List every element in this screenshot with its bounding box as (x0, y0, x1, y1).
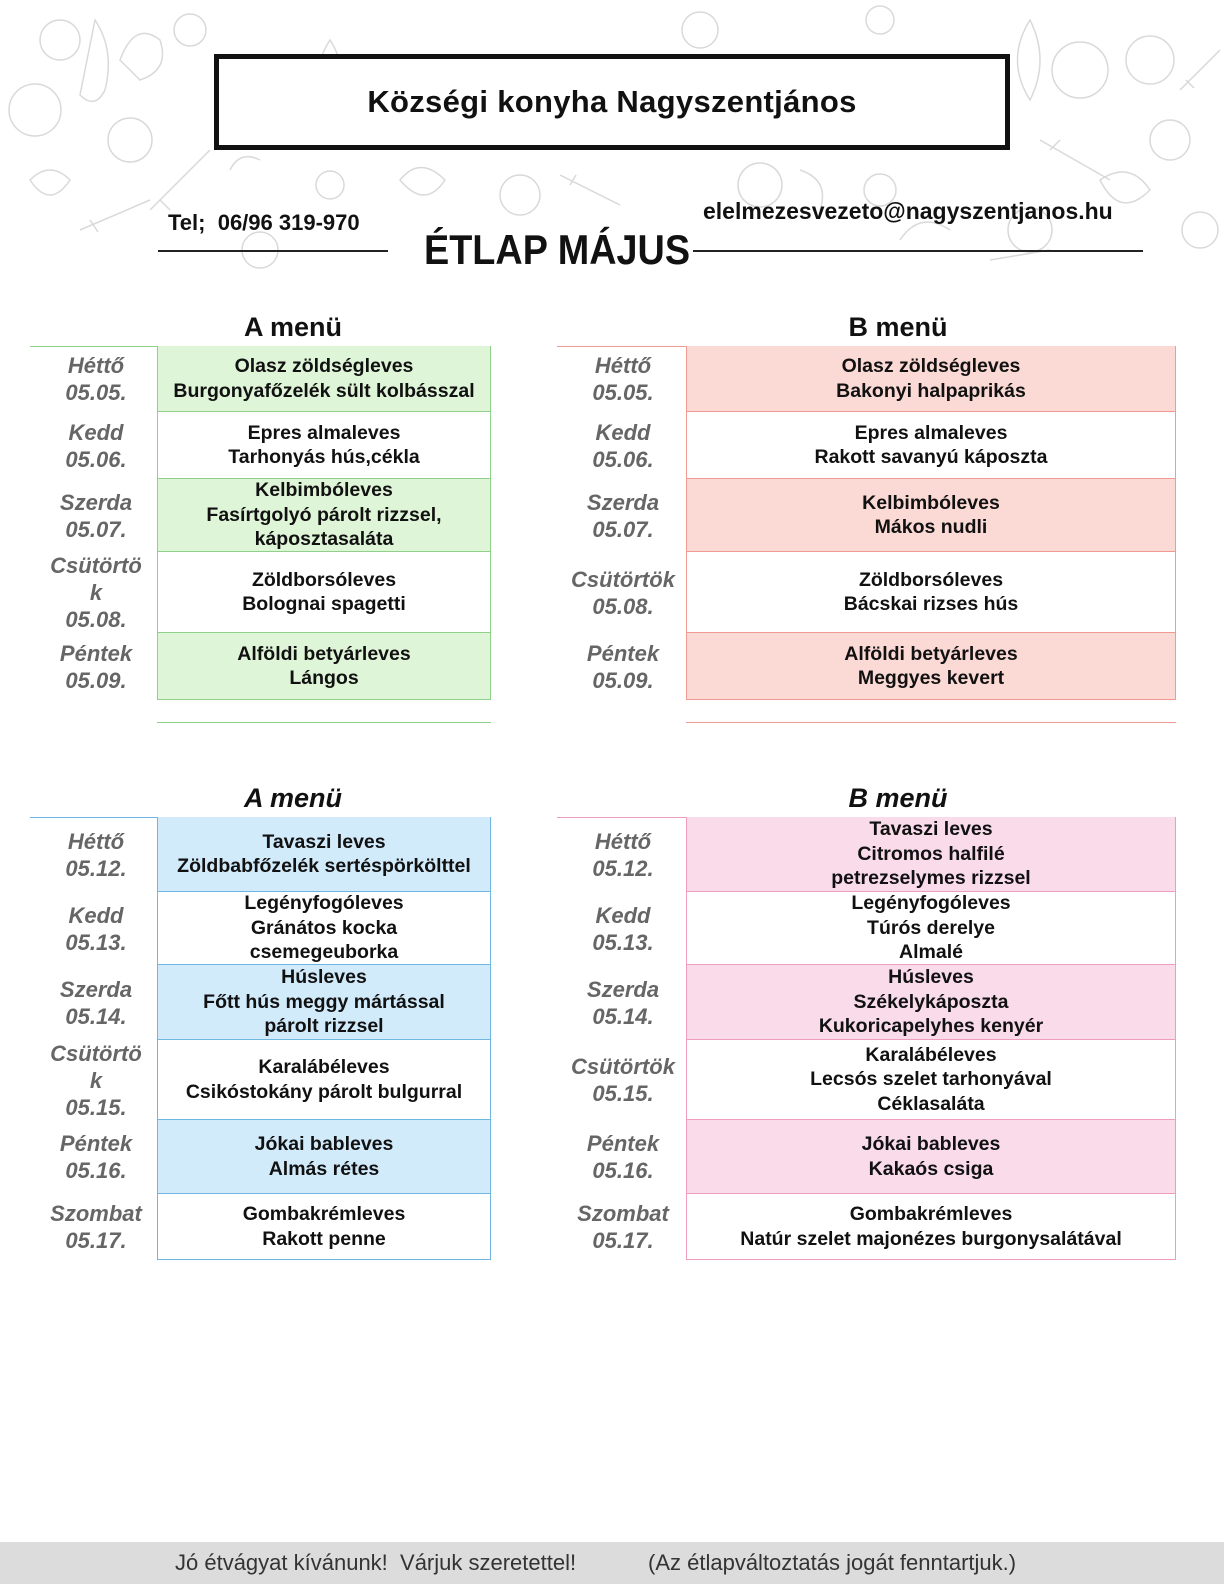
meal-cell (157, 633, 491, 700)
day-label (35, 346, 157, 412)
meal-text (228, 421, 419, 470)
meal-line: Almás rétes (268, 1157, 380, 1180)
meal-line: Kakaós csiga (868, 1157, 994, 1180)
footer-bar (0, 1542, 1224, 1584)
meal-text (862, 491, 1000, 540)
meal-line: Burgonyafőzelék sült kolbásszal (173, 379, 475, 402)
meal-cell (157, 1194, 491, 1260)
telephone-underline (158, 250, 388, 252)
meal-line: Csikóstokány párolt bulgurral (185, 1080, 463, 1103)
meal-line: Zöldbabfőzelék sertéspörkölttel (177, 855, 471, 877)
meal-line: Húsleves (281, 966, 367, 989)
day-date: 05.13. (65, 929, 127, 955)
meal-cell (686, 892, 1176, 965)
meal-line: Tavaszi leves (869, 818, 993, 841)
meal-line: Mákos nudli (874, 516, 988, 538)
title-box (214, 54, 1010, 150)
meal-text (844, 568, 1019, 617)
meal-text (740, 1202, 1121, 1251)
meal-text (186, 1055, 462, 1104)
meal-line: Rakott savanyú káposzta (814, 446, 1048, 468)
kitchen-title: Községi konyha Nagyszentjános (367, 84, 857, 119)
meal-text (255, 1132, 394, 1181)
meal-line: petrezselymes rizzsel (831, 867, 1031, 890)
meal-cell (157, 479, 491, 552)
day-label (35, 552, 157, 633)
day-date: 05.13. (592, 929, 654, 955)
day-date: 05.14. (592, 1003, 654, 1029)
meal-line: Tarhonyás hús,cékla (228, 446, 420, 468)
meal-line: Kelbimbóleves (862, 491, 1000, 514)
meal-line: Főtt hús meggy mártással (203, 990, 445, 1013)
meal-text (173, 354, 474, 403)
meal-line: Tavaszi leves (262, 830, 386, 853)
day-date: 05.15. (592, 1081, 654, 1106)
day-date: 05.17. (65, 1228, 127, 1253)
day-label (562, 1120, 684, 1194)
meal-line: Karalábéleves (865, 1043, 997, 1066)
meal-line: Natúr szelet majonézes burgonysalátával (740, 1227, 1122, 1250)
meal-cell (686, 346, 1176, 412)
meal-cell (157, 965, 491, 1040)
meal-cell (157, 1040, 491, 1120)
meal-line: Legényfogóleves (244, 892, 404, 915)
meal-text (810, 1043, 1052, 1117)
day-date: 05.14. (65, 1003, 127, 1029)
meal-text (177, 830, 471, 879)
meal-text (243, 1202, 406, 1251)
day-name: Héttő (67, 828, 125, 854)
meal-line: Rakott penne (262, 1227, 386, 1250)
meal-line: Céklasaláta (877, 1092, 985, 1115)
day-name: Csütörtök (571, 566, 675, 592)
day-name: Kedd (595, 902, 651, 928)
meal-line: Alföldi betyárleves (237, 642, 411, 665)
day-name-cont: k (89, 580, 103, 605)
meal-line: Kukoricapelyhes kenyér (818, 1015, 1044, 1038)
meal-line: Zöldborsóleves (251, 568, 397, 591)
b-menu-title: B menü (848, 783, 948, 813)
b-menu-title: B menü (848, 312, 948, 342)
meal-text (851, 891, 1010, 965)
telephone: Tel; 06/96 319-970 (168, 210, 360, 235)
day-label (35, 412, 157, 479)
day-label (562, 1040, 684, 1120)
day-name: Szombat (577, 1201, 669, 1226)
meal-line: Bácskai rizses hús (843, 593, 1019, 615)
meal-cell (686, 479, 1176, 552)
day-label (562, 346, 684, 412)
day-label (35, 479, 157, 552)
meal-text (203, 965, 445, 1039)
day-date: 05.16. (65, 1158, 127, 1183)
day-label (35, 892, 157, 965)
meal-line: Zöldborsóleves (858, 568, 1004, 591)
day-date: 05.17. (592, 1228, 654, 1253)
day-name: Szerda (586, 976, 660, 1002)
day-label (562, 965, 684, 1040)
meal-line: Epres almaleves (854, 421, 1008, 444)
meal-line: Meggyes kevert (857, 667, 1005, 689)
day-date: 05.07. (592, 516, 654, 542)
meal-text (831, 817, 1030, 891)
day-date: 05.05. (65, 380, 127, 405)
day-name: Szombat (50, 1201, 142, 1226)
day-date: 05.15. (65, 1094, 127, 1120)
day-date: 05.16. (592, 1158, 654, 1183)
meal-line: Lecsós szelet tarhonyával (810, 1068, 1052, 1091)
day-name: Csütörtök (571, 1054, 675, 1079)
day-name: Péntek (586, 1131, 660, 1156)
day-label (562, 412, 684, 479)
meal-line: Legényfogóleves (851, 892, 1011, 915)
a-menu-title: A menü (243, 783, 342, 813)
day-name: Héttő (67, 353, 125, 378)
meal-line: Gombakrémleves (849, 1203, 1013, 1225)
day-date: 05.09. (592, 667, 654, 693)
day-name: Szerda (586, 489, 660, 515)
meal-line: Fasírtgolyó párolt rizzsel, (206, 503, 442, 526)
day-name: Péntek (586, 640, 660, 666)
day-label (562, 817, 684, 892)
day-label (562, 892, 684, 965)
day-label (562, 479, 684, 552)
meal-line: Alföldi betyárleves (844, 642, 1018, 665)
day-date: 05.12. (65, 855, 127, 881)
meal-text (862, 1132, 1001, 1181)
meal-text (836, 354, 1026, 403)
meal-line: Olasz zöldségleves (234, 355, 414, 377)
meal-line: Kelbimbóleves (255, 479, 393, 502)
day-name: Kedd (595, 419, 651, 445)
day-name: Csütörtö (50, 1040, 142, 1066)
meal-cell (686, 633, 1176, 700)
day-date: 05.09. (65, 667, 127, 693)
meal-line: Bakonyi halpaprikás (836, 379, 1026, 402)
a-menu-title: A menü (243, 312, 342, 342)
day-label (35, 1194, 157, 1260)
meal-cell (157, 892, 491, 965)
meal-text (814, 421, 1047, 470)
day-date: 05.12. (592, 855, 654, 881)
meal-cell (686, 965, 1176, 1040)
meal-line: káposztasaláta (254, 528, 394, 551)
meal-line: Húsleves (888, 966, 974, 989)
meal-cell (686, 1040, 1176, 1120)
day-date: 05.07. (65, 516, 127, 542)
day-name: Kedd (68, 419, 124, 445)
day-name: Péntek (59, 1131, 133, 1156)
day-name: Kedd (68, 902, 124, 928)
day-date: 05.05. (592, 380, 654, 405)
day-label (35, 1120, 157, 1194)
footer-greeting: Jó étvágyat kívánunk! Várjuk szeretettel! (175, 1550, 577, 1575)
meal-line: Citromos halfilé (857, 842, 1005, 865)
day-name: Péntek (59, 640, 133, 666)
day-label (35, 965, 157, 1040)
day-name: Szerda (59, 976, 133, 1002)
day-label (35, 1040, 157, 1120)
day-name: Héttő (594, 828, 652, 854)
meal-text (237, 642, 410, 691)
meal-cell (157, 346, 491, 412)
day-name: Csütörtö (50, 553, 142, 578)
meal-line: Gránátos kocka (250, 916, 398, 939)
table-bottom-rule (157, 722, 491, 723)
day-label (35, 817, 157, 892)
meal-line: Jókai bableves (254, 1133, 394, 1155)
meal-line: Jókai bableves (861, 1133, 1001, 1155)
email-underline (693, 250, 1143, 252)
meal-cell (686, 1120, 1176, 1194)
meal-text (242, 568, 406, 617)
meal-cell (686, 412, 1176, 479)
day-name-cont: k (89, 1067, 103, 1093)
day-date: 05.08. (592, 593, 654, 619)
day-date: 05.06. (592, 446, 654, 472)
day-label (562, 633, 684, 700)
meal-line: Olasz zöldségleves (841, 355, 1021, 377)
footer-disclaimer: (Az étlapváltoztatás jogát fenntartjuk.) (648, 1550, 1017, 1575)
day-label (35, 633, 157, 700)
meal-line: Bolognai spagetti (242, 593, 406, 615)
day-label (562, 1194, 684, 1260)
meal-line: Almalé (899, 941, 963, 964)
meal-line: Karalábéleves (258, 1056, 390, 1078)
meal-text (819, 965, 1043, 1039)
meal-text (844, 642, 1017, 691)
meal-line: Gombakrémleves (242, 1203, 406, 1225)
table-bottom-rule (686, 722, 1176, 723)
meal-line: csemegeuborka (249, 941, 399, 964)
meal-line: Túrós derelye (867, 916, 995, 939)
meal-line: Epres almaleves (247, 421, 401, 444)
menu-heading: ÉTLAP MÁJUS (424, 226, 691, 273)
meal-text (206, 478, 441, 552)
day-name: Héttő (594, 353, 652, 378)
meal-cell (686, 817, 1176, 892)
meal-line: Lángos (289, 667, 359, 689)
meal-cell (157, 1120, 491, 1194)
day-date: 05.06. (65, 446, 127, 472)
meal-cell (157, 412, 491, 479)
meal-line: Székelykáposzta (853, 990, 1009, 1013)
meal-cell (686, 552, 1176, 633)
day-name: Szerda (59, 489, 133, 515)
meal-cell (686, 1194, 1176, 1260)
meal-line: párolt rizzsel (264, 1015, 384, 1038)
day-date: 05.08. (65, 607, 127, 632)
meal-cell (157, 552, 491, 633)
day-label (562, 552, 684, 633)
email-address: elelmezesvezeto@nagyszentjanos.hu (703, 198, 1113, 224)
meal-cell (157, 817, 491, 892)
meal-text (244, 891, 403, 965)
